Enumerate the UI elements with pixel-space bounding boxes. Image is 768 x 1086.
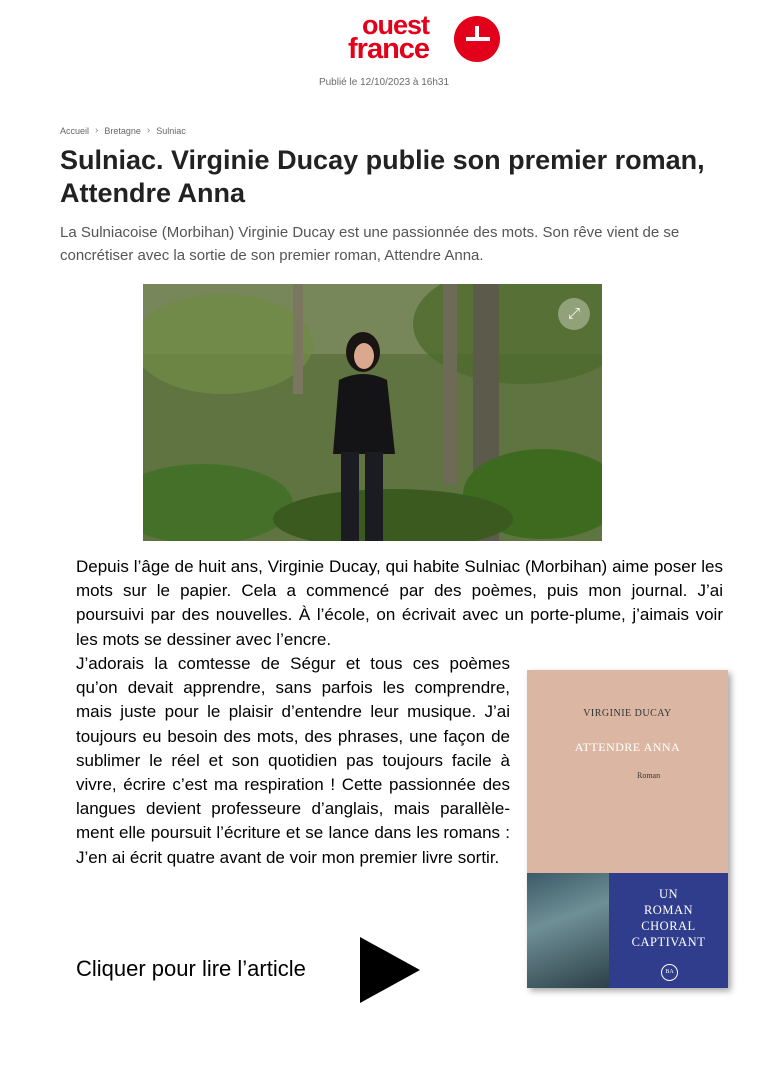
- book-cover: [527, 670, 728, 988]
- book-tagline-band: [609, 873, 728, 988]
- ouest-france-logo[interactable]: [348, 10, 503, 66]
- expand-icon[interactable]: ⤢: [558, 298, 590, 330]
- breadcrumb: [60, 125, 186, 136]
- logo-circle-icon: [454, 16, 500, 62]
- breadcrumb-item-bretagne[interactable]: Bretagne: [104, 125, 141, 136]
- book-tagline-line: ROMAN: [643, 903, 694, 917]
- publication-date: Publié le 12/10/2023 à 16h31: [318, 77, 450, 88]
- logo-word-france: france: [348, 33, 430, 65]
- breadcrumb-item-sulniac[interactable]: Sulniac: [156, 125, 186, 136]
- book-tagline-line: UN: [658, 887, 679, 901]
- read-article-link[interactable]: Cliquer pour lire l’article: [76, 956, 306, 981]
- book-tagline-line: CHORAL: [641, 919, 696, 933]
- book-cover-illustration: [527, 873, 609, 988]
- article-body-paragraph-2: J’adorais la comtesse de Ségur et tous ces poèmes qu’on devait apprendre, sans parfois les comprendre, mais juste pour le plaisir d’entendre leur musique. J’ai toujours eu besoin des mots, des phrases, une façon de sublimer le réel et son quotidien pas toujours facile à vivre, écrire c’est ma respiration ! Cette passionnée des langues devient professeure d’anglais, mais parallèle-ment elle poursuit l’écriture et se lance dans les romans : J’en ai écrit quatre avant de voir mon premier livre sortir.: [76, 654, 510, 867]
- book-genre: Roman: [637, 771, 661, 780]
- breadcrumb-separator: ›: [146, 125, 151, 136]
- book-title: ATTENDRE ANNA: [574, 740, 681, 754]
- publisher-logo: BA: [661, 964, 678, 981]
- breadcrumb-separator: ›: [95, 125, 99, 136]
- article-title: Sulniac. Virginie Ducay publie son premier roman, Attendre Anna: [60, 145, 705, 208]
- logo-word-ouest: ouest: [362, 10, 430, 40]
- play-arrow-icon[interactable]: [360, 937, 420, 1003]
- forest-portrait-image: [143, 284, 602, 541]
- article-photo[interactable]: [143, 284, 602, 541]
- book-tagline-line: CAPTIVANT: [631, 935, 706, 949]
- article-lead: La Sulniacoise (Morbihan) Virginie Ducay est une passionnée des mots. Son rêve vient de se concrétiser avec la sortie de son premier roman, Attendre Anna.: [60, 224, 680, 264]
- book-tagline: [609, 886, 728, 950]
- breadcrumb-item-accueil[interactable]: Accueil: [60, 125, 90, 136]
- book-author: VIRGINIE DUCAY: [583, 708, 672, 719]
- article-body-paragraph-1: Depuis l’âge de huit ans, Virginie Ducay, qui habite Sulniac (Morbihan) aime poser les mots sur le papier. Cela a commencé par des poèmes, puis mon journal. J’ai poursuivi par des nouvelles. À l’école, on écrivait avec un porte-plume, j’aimais voir les mots se dessiner avec l’encre.: [76, 557, 723, 649]
